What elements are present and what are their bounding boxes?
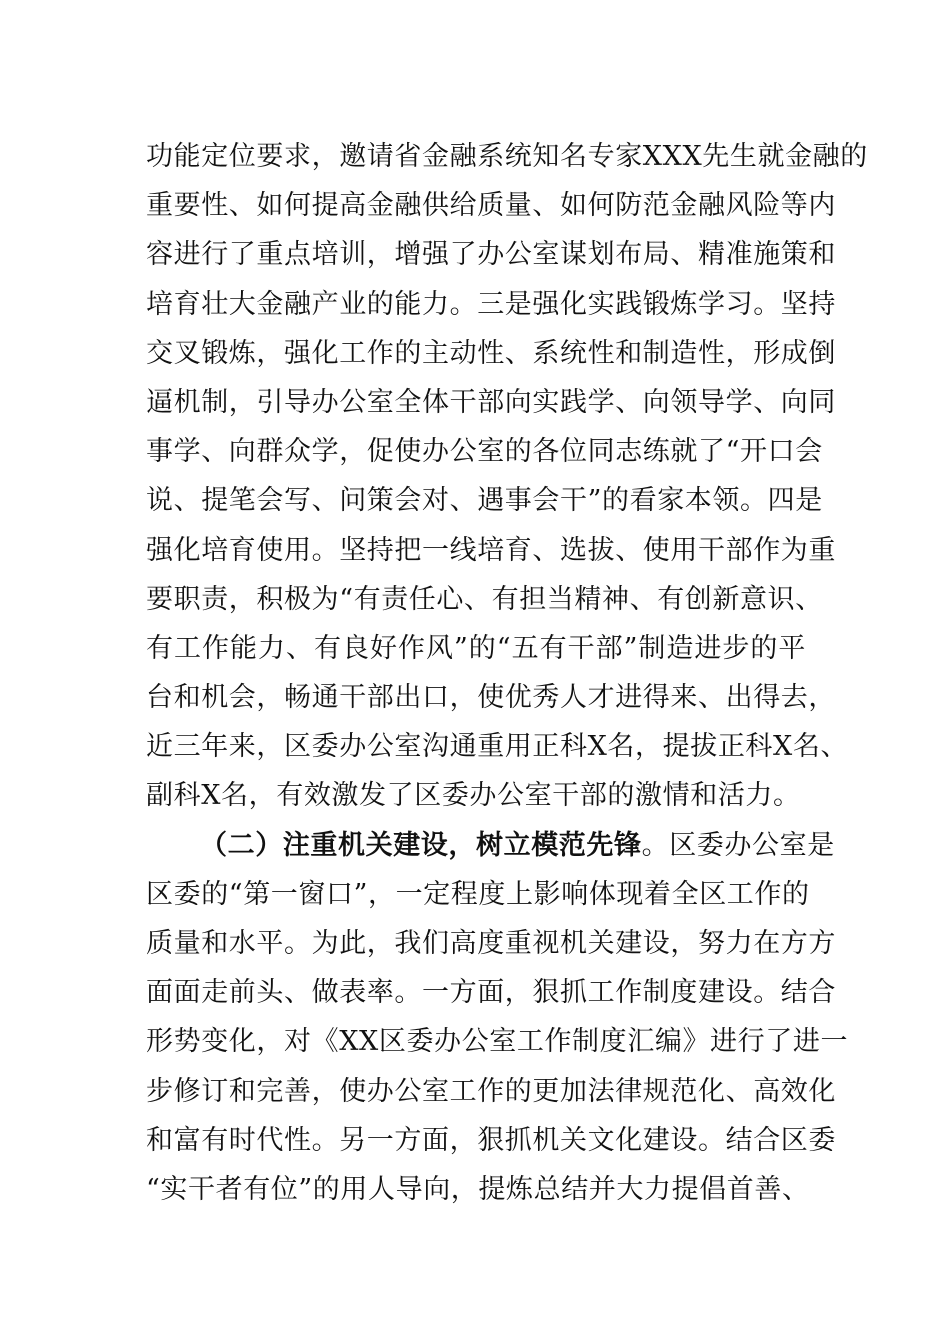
- text-line: 重要性、如何提高金融供给质量、如何防范金融风险等内: [146, 190, 836, 222]
- text-line: 逼机制，引导办公室全体干部向实践学、向领导学、向同: [146, 386, 836, 418]
- document-body: [146, 132, 868, 1214]
- text-line: 台和机会，畅通干部出口，使优秀人才进得来、出得去，: [146, 682, 836, 714]
- text-line: 要职责，积极为“有责任心、有担当精神、有创新意识、: [146, 583, 823, 615]
- text-line: 副科X名，有效激发了区委办公室干部的激情和活力。: [146, 780, 801, 812]
- section-heading-continuation: 。区委办公室是: [641, 829, 835, 861]
- text-line: 说、提笔会写、问策会对、遇事会干”的看家本领。四是: [146, 485, 823, 517]
- text-line: 培育壮大金融产业的能力。三是强化实践锻炼学习。坚持: [146, 288, 836, 320]
- text-line: 强化培育使用。坚持把一线培育、选拔、使用干部作为重: [146, 534, 836, 566]
- text-line: 交叉锻炼，强化工作的主动性、系统性和制造性，形成倒: [146, 337, 836, 369]
- paragraph-2: [146, 821, 849, 1215]
- text-line: 容进行了重点培训，增强了办公室谋划布局、精准施策和: [146, 239, 836, 271]
- paragraph-1: [146, 132, 868, 821]
- section-heading-line: [146, 821, 835, 870]
- text-line: 形势变化，对《XX区委办公室工作制度汇编》进行了进一: [146, 1026, 849, 1058]
- section-heading: （二）注重机关建设，树立模范先锋: [200, 829, 642, 861]
- text-line: 事学、向群众学，促使办公室的各位同志练就了“开口会: [146, 436, 823, 468]
- text-line: 近三年来，区委办公室沟通重用正科X名，提拔正科X名、: [146, 731, 849, 763]
- text-line: 和富有时代性。另一方面，狠抓机关文化建设。结合区委: [146, 1124, 836, 1156]
- text-line: 有工作能力、有良好作风”的“五有干部”制造进步的平: [146, 632, 806, 664]
- text-line: 步修订和完善，使办公室工作的更加法律规范化、高效化: [146, 1075, 836, 1107]
- text-line: 面面走前头、做表率。一方面，狠抓工作制度建设。结合: [146, 977, 836, 1009]
- text-line: 质量和水平。为此，我们高度重视机关建设，努力在方方: [146, 928, 836, 959]
- text-line: “实干者有位”的用人导向，提炼总结并大力提倡首善、: [146, 1173, 810, 1205]
- text-line: 功能定位要求，邀请省金融系统知名专家XXX先生就金融的: [146, 141, 868, 172]
- text-line: 区委的“第一窗口”，一定程度上影响体现着全区工作的: [146, 878, 810, 910]
